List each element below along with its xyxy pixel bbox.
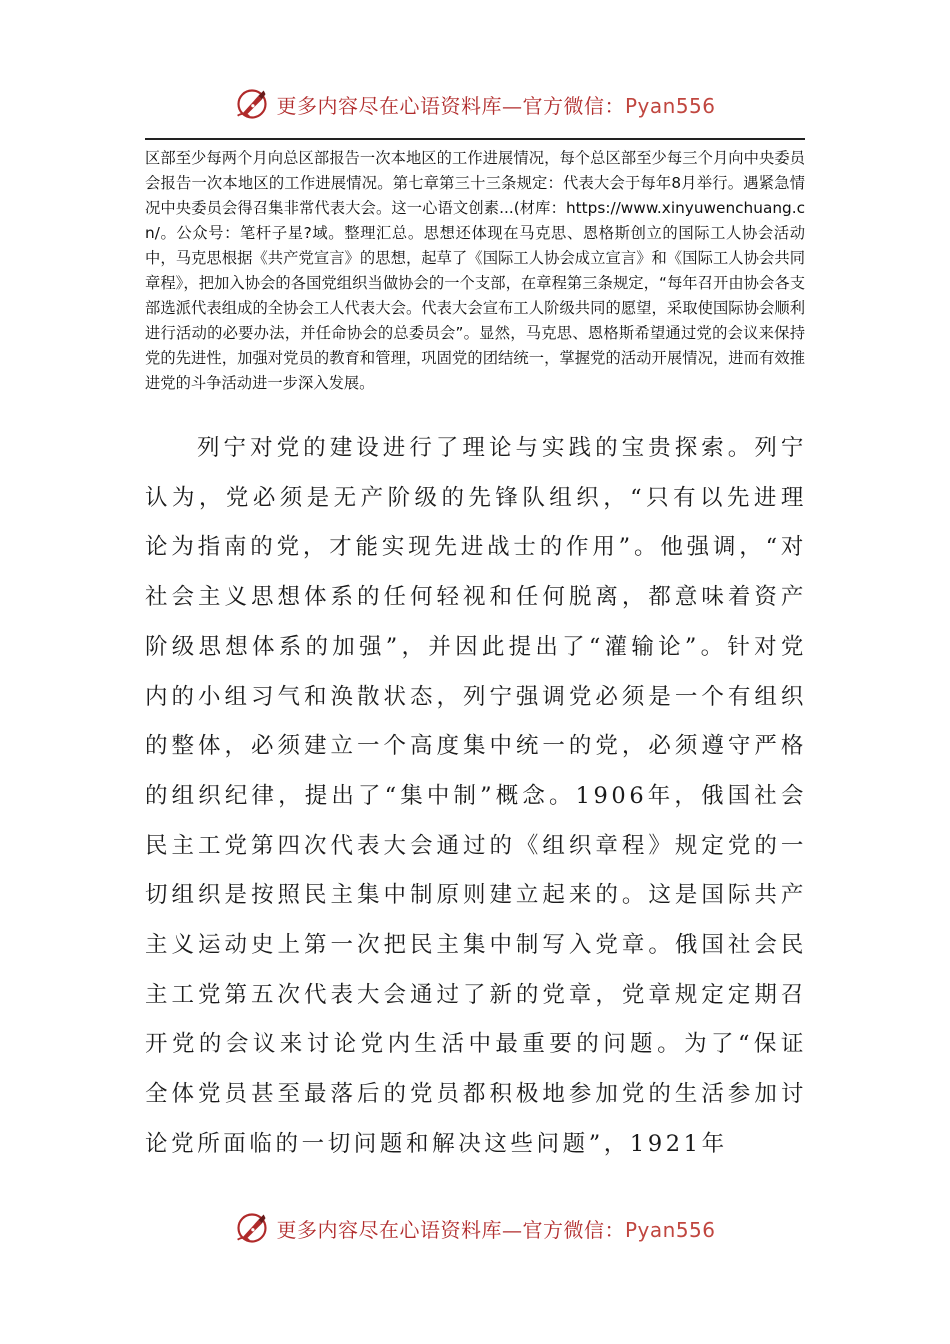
main-paragraph: 列宁对党的建设进行了理论与实践的宝贵探索。列宁认为，党必须是无产阶级的先锋队组织，“只有以先进理论为指南的党，才能实现先进战士的作用”。他强调，“对社会主义思想体系的任何轻视和任何脱离，都意味着资产阶级思想体系的加强”，并因此提出了“灌输论”。针对党内的小组习气和涣散状态，列宁强调党必须是一个有组织的整体，必须建立一个高度集中统一的党，必须遵守严格的组织纪律，提出了“集中制”概念。1906年，俄国社会民主工党第四次代表大会通过的《组织章程》规定党的一切组织是按照民主集中制原则建立起来的。这是国际共产主义运动史上第一次把民主集中制写入党章。俄国社会民主工党第五次代表大会通过了新的党章，党章规定定期召开党的会议来讨论党内生活中最重要的问题。为了“保证全体党员甚至最落后的党员都积极地参加党的生活参加讨论党所面临的一切问题和解决这些问题”，1921年 — [145, 435, 807, 1157]
pen-nib-logo-icon — [234, 1210, 270, 1246]
header-banner — [0, 80, 950, 128]
header-wechat-id: Pyan556 — [624, 93, 716, 118]
footer-banner-text: 更多内容尽在心语资料库—官方微信：Pyan556 — [276, 1217, 716, 1242]
footer-banner — [0, 1204, 950, 1252]
header-banner-text: 更多内容尽在心语资料库—官方微信：Pyan556 — [276, 93, 716, 118]
footer-wechat-id: Pyan556 — [624, 1217, 716, 1242]
dense-paragraph: 区部至少每两个月向总区部报告一次本地区的工作进展情况，每个总区部至少每三个月向中央委员会报告一次本地区的工作进展情况。第七章第三十三条规定：代表大会于每年8月举行。遇紧急情况中央委员会得召集非常代表大会。这一心语文创素...(材库：https://www.xinyuwenchuang.cn/。公众号：笔杆子星?域。整理汇总。思想还体现在马克思、恩格斯创立的国际工人协会活动中，马克思根据《共产党宣言》的思想，起草了《国际工人协会成立宣言》和《国际工人协会共同章程》，把加入协会的各国党组织当做协会的一个支部，在章程第三条规定，“每年召开由协会各支部选派代表组成的全协会工人代表大会。代表大会宣布工人阶级共同的愿望，采取使国际协会顺利进行活动的必要办法，并任命协会的总委员会”。显然，马克思、恩格斯希望通过党的会议来保持党的先进性，加强对党员的教育和管理，巩固党的团结统一，掌握党的活动开展情况，进而有效推进党的斗争活动进一步深入发展。 — [145, 149, 805, 392]
pen-nib-logo-icon — [234, 86, 270, 122]
header-divider — [145, 138, 805, 140]
